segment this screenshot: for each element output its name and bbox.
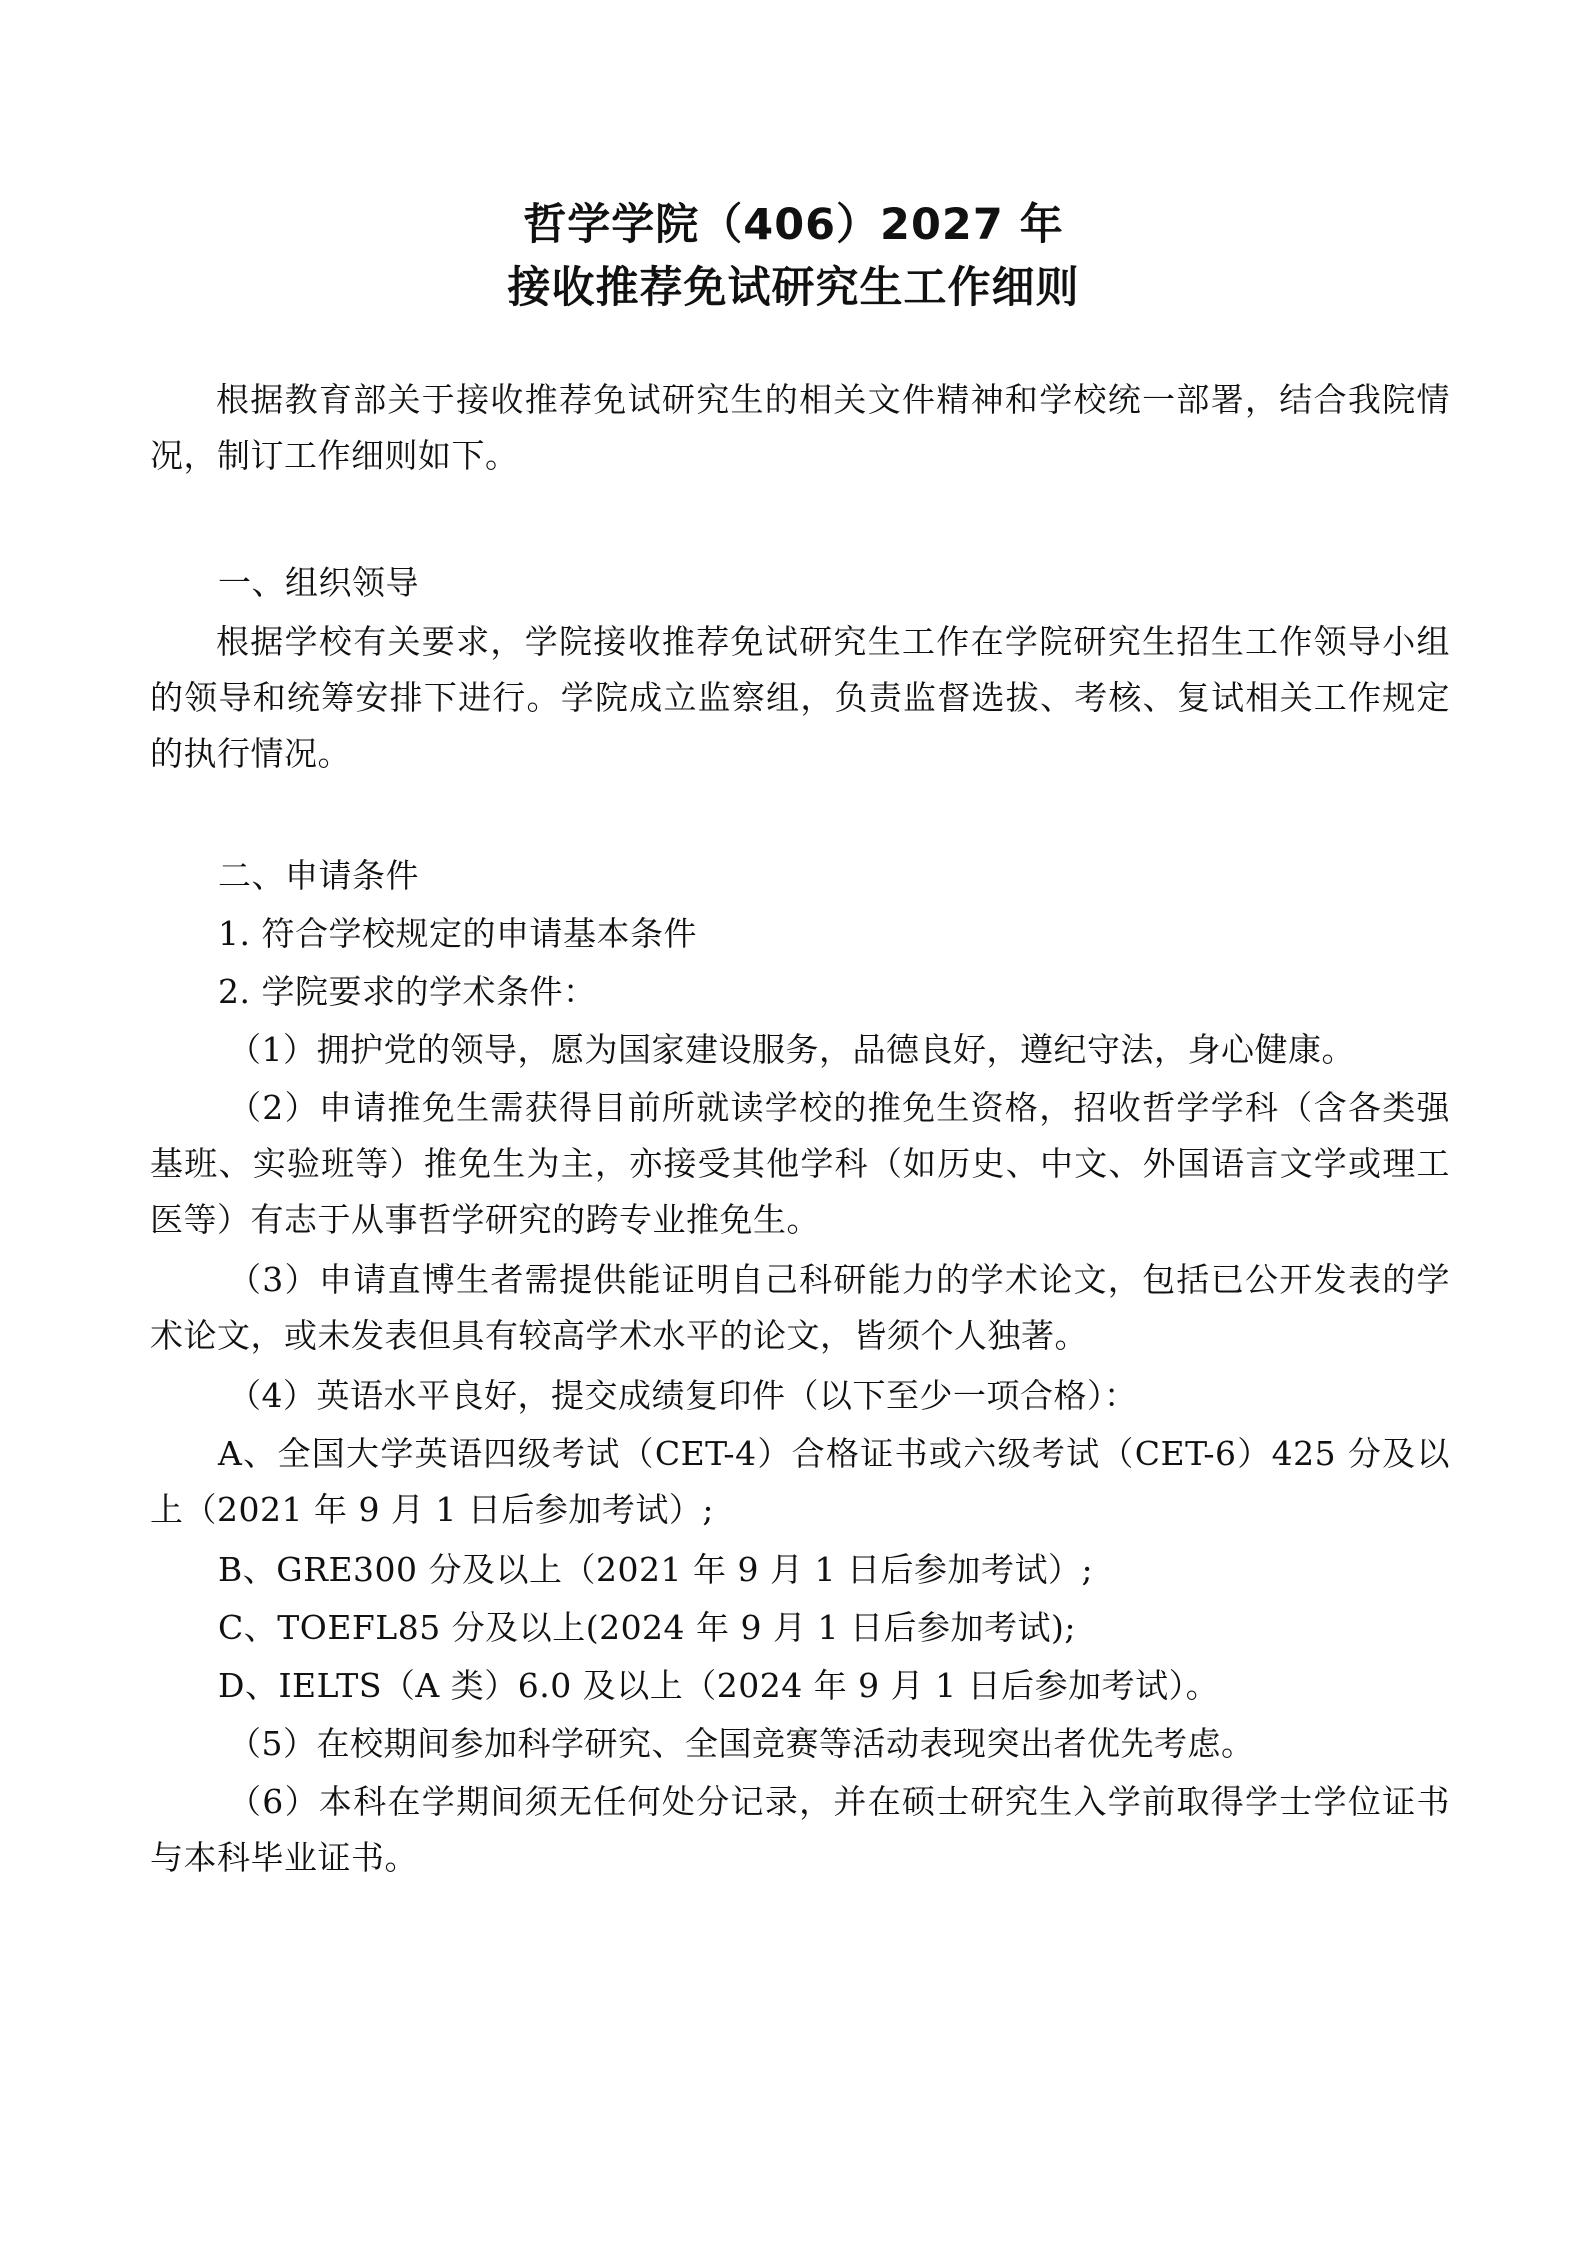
intro-paragraph: 根据教育部关于接收推荐免试研究生的相关文件精神和学校统一部署，结合我院情况，制订工作细则如下。	[150, 380, 1450, 475]
condition-1: （1）拥护党的领导，愿为国家建设服务，品德良好，遵纪守法，身心健康。	[228, 1030, 1355, 1069]
section2-heading: 二、申请条件	[218, 856, 419, 895]
condition-item-1: 1. 符合学校规定的申请基本条件	[218, 914, 697, 953]
section1-body: 根据学校有关要求，学院接收推荐免试研究生工作在学院研究生招生工作领导小组的领导和统筹安排下进行。学院成立监察组，负责监督选拔、考核、复试相关工作规定的执行情况。	[150, 622, 1450, 773]
section1-heading: 一、组织领导	[218, 563, 419, 602]
condition-5: （5）在校期间参加科学研究、全国竞赛等活动表现突出者优先考虑。	[228, 1724, 1255, 1763]
document-title-line2: 接收推荐免试研究生工作细则	[507, 263, 1080, 313]
english-option-c: C、TOEFL85 分及以上(2024 年 9 月 1 日后参加考试);	[218, 1608, 1076, 1647]
english-option-d: D、IELTS（A 类）6.0 及以上（2024 年 9 月 1 日后参加考试）。	[218, 1666, 1220, 1705]
english-option-b: B、GRE300 分及以上（2021 年 9 月 1 日后参加考试）;	[218, 1550, 1094, 1589]
condition-6: （6）本科在学期间须无任何处分记录，并在硕士研究生入学前取得学士学位证书与本科毕业证书。	[150, 1782, 1450, 1877]
condition-4: （4）英语水平良好，提交成绩复印件（以下至少一项合格）：	[228, 1376, 1138, 1415]
condition-3: （3）申请直博生者需提供能证明自己科研能力的学术论文，包括已公开发表的学术论文，或未发表但具有较高学术水平的论文，皆须个人独著。	[150, 1260, 1450, 1355]
document-title-line1: 哲学学院（406）2027 年	[523, 200, 1064, 250]
condition-2: （2）申请推免生需获得目前所就读学校的推免生资格，招收哲学学科（含各类强基班、实验班等）推免生为主，亦接受其他学科（如历史、中文、外国语言文学或理工医等）有志于从事哲学研究的跨专业推免生。	[150, 1088, 1450, 1239]
condition-item-2: 2. 学院要求的学术条件：	[218, 972, 597, 1011]
english-option-a: A、全国大学英语四级考试（CET-4）合格证书或六级考试（CET-6）425 分及以上（2021 年 9 月 1 日后参加考试）;	[150, 1434, 1450, 1529]
